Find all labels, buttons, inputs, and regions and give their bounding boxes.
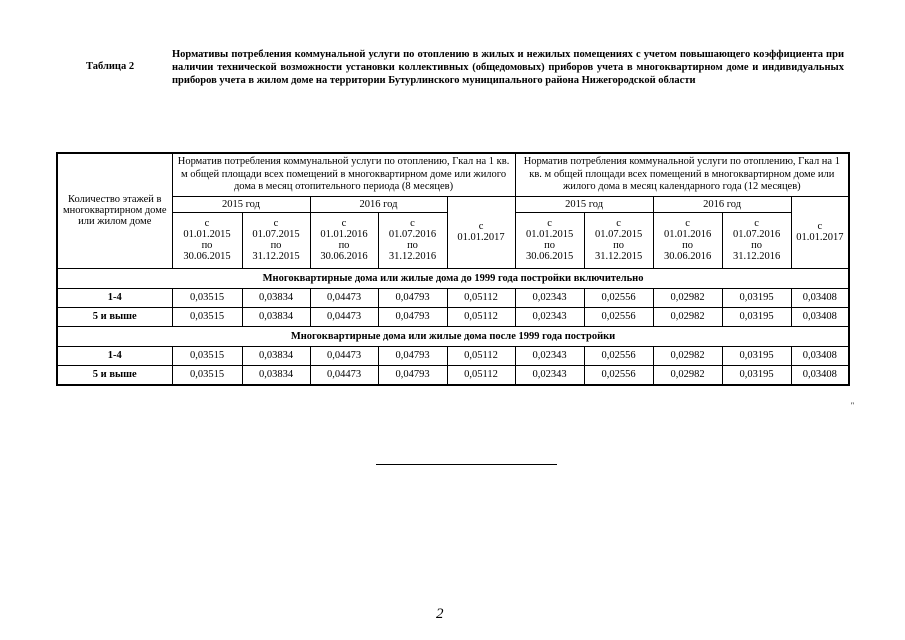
value-cell: 0,03515 xyxy=(172,365,242,385)
table-row xyxy=(57,346,849,365)
period-header-h1-2015-a xyxy=(172,212,242,268)
floors-label: 1-4 xyxy=(57,288,172,307)
value-cell: 0,02556 xyxy=(584,288,653,307)
period-to-date: 31.12.2016 xyxy=(732,251,781,262)
value-cell: 0,03515 xyxy=(172,288,242,307)
period-header-h1-2015-b xyxy=(515,212,584,268)
table-row xyxy=(57,288,849,307)
year-header-2016-a: 2016 год xyxy=(310,196,447,212)
value-cell: 0,02982 xyxy=(653,307,722,326)
value-cell: 0,05112 xyxy=(447,307,515,326)
group-header-8-months xyxy=(172,153,515,196)
value-cell: 0,03515 xyxy=(172,307,242,326)
period-from-date: 01.01.2016 xyxy=(320,229,368,240)
value-cell: 0,03834 xyxy=(242,346,310,365)
period-to-date: 31.12.2015 xyxy=(252,251,300,262)
row-header-text: Количество этажей в многоквартирном доме или жилом доме xyxy=(62,194,167,228)
value-cell: 0,04473 xyxy=(310,288,378,307)
value-cell: 0,04473 xyxy=(310,307,378,326)
value-cell: 0,02343 xyxy=(515,288,584,307)
period-to-date: 30.06.2015 xyxy=(183,251,231,262)
period-header-h2-2015-b xyxy=(584,212,653,268)
value-cell: 0,04793 xyxy=(378,288,447,307)
value-cell: 0,03834 xyxy=(242,365,310,385)
value-cell: 0,02556 xyxy=(584,346,653,365)
floors-label: 5 и выше xyxy=(57,307,172,326)
year-header-2015-a: 2015 год xyxy=(172,196,310,212)
period-header-h1-2016-b xyxy=(653,212,722,268)
period-from-word: с xyxy=(685,218,690,229)
period-from-word: с xyxy=(204,218,210,229)
group-header-12-months xyxy=(515,153,849,196)
period-to-word: по xyxy=(544,240,555,251)
value-cell: 0,02556 xyxy=(584,365,653,385)
value-cell: 0,02982 xyxy=(653,288,722,307)
period-from-date: 01.01.2015 xyxy=(525,229,574,240)
value-cell: 0,02982 xyxy=(653,365,722,385)
period-from-date: 01.07.2016 xyxy=(388,229,437,240)
value-cell: 0,04473 xyxy=(310,365,378,385)
table-row xyxy=(57,365,849,385)
value-cell: 0,03408 xyxy=(791,346,849,365)
value-cell: 0,04793 xyxy=(378,307,447,326)
period-to-word: по xyxy=(338,240,350,251)
year-header-2015-b: 2015 год xyxy=(515,196,653,212)
value-cell: 0,05112 xyxy=(447,346,515,365)
period-to-word: по xyxy=(751,240,762,251)
period-to-date: 30.06.2016 xyxy=(663,251,712,262)
value-cell: 0,03408 xyxy=(791,365,849,385)
period-to-word: по xyxy=(407,240,418,251)
period-to-date: 30.06.2016 xyxy=(320,251,368,262)
year-header-2016-b: 2016 год xyxy=(653,196,791,212)
value-cell: 0,03834 xyxy=(242,288,310,307)
period-from-word: с xyxy=(817,221,823,232)
page-number: 2 xyxy=(436,606,444,622)
period-to-word: по xyxy=(682,240,693,251)
period-from-date: 01.07.2015 xyxy=(252,229,300,240)
period-from-date: 01.07.2015 xyxy=(594,229,643,240)
value-cell: 0,03195 xyxy=(722,307,791,326)
stray-mark: '' xyxy=(851,401,854,410)
period-from-word: с xyxy=(478,221,484,232)
period-header-h2-2015-a xyxy=(242,212,310,268)
period-from-word: с xyxy=(341,218,347,229)
table-row xyxy=(57,307,849,326)
period-from-word: с xyxy=(273,218,279,229)
period-from-word: с xyxy=(410,218,415,229)
group-header-8-months-text: Норматив потребления коммунальной услуги по отоплению, Гкал на 1 кв. м общей площади всех помещений в многоквартирном доме или жилого дома в месяц отопительного периода (8 месяцев) xyxy=(177,156,510,192)
value-cell: 0,04793 xyxy=(378,346,447,365)
value-cell: 0,02343 xyxy=(515,365,584,385)
period-from-word: с xyxy=(616,218,621,229)
value-cell: 0,05112 xyxy=(447,288,515,307)
period-from-date: 01.01.2015 xyxy=(183,229,231,240)
period-to-word: по xyxy=(201,240,213,251)
period-to-date: 30.06.2015 xyxy=(525,251,574,262)
period-to-word: по xyxy=(613,240,624,251)
row-header-cell xyxy=(57,153,172,268)
value-cell: 0,03834 xyxy=(242,307,310,326)
period-header-h1-2016-a xyxy=(310,212,378,268)
value-cell: 0,03408 xyxy=(791,307,849,326)
value-cell: 0,03195 xyxy=(722,346,791,365)
period-header-2017-a xyxy=(447,196,515,268)
table-caption-title: Нормативы потребления коммунальной услуги по отоплению в жилых и нежилых помещениях с учетом повышающего коэффициента при наличии технической возможности установки коллективных (общедомовых) приборов учета в многоквартирном доме и индивидуальных приборов учета в жилом доме на территории Бутурлинского муниципального района Нижегородской области xyxy=(172,49,844,86)
period-from-date: 01.01.2017 xyxy=(796,232,844,243)
period-header-h2-2016-a xyxy=(378,212,447,268)
section-header-after-1999: Многоквартирные дома или жилые дома после 1999 года постройки xyxy=(57,326,849,346)
value-cell: 0,03515 xyxy=(172,346,242,365)
period-from-date: 01.01.2017 xyxy=(457,232,505,243)
period-header-h2-2016-b xyxy=(722,212,791,268)
section-header-before-1999: Многоквартирные дома или жилые дома до 1999 года постройки включительно xyxy=(57,268,849,288)
value-cell: 0,05112 xyxy=(447,365,515,385)
period-from-word: с xyxy=(754,218,759,229)
group-header-12-months-text: Норматив потребления коммунальной услуги по отоплению, Гкал на 1 кв. м общей площади всех помещений в многоквартирном доме или жилого дома в месяц календарного года (12 месяцев) xyxy=(523,156,840,192)
value-cell: 0,03408 xyxy=(791,288,849,307)
period-from-date: 01.01.2016 xyxy=(663,229,712,240)
floors-label: 1-4 xyxy=(57,346,172,365)
separator-line xyxy=(376,464,557,465)
value-cell: 0,02982 xyxy=(653,346,722,365)
period-header-2017-b xyxy=(791,196,849,268)
period-from-date: 01.07.2016 xyxy=(732,229,781,240)
value-cell: 0,02343 xyxy=(515,307,584,326)
period-to-word: по xyxy=(270,240,282,251)
heating-norms-table xyxy=(56,152,850,386)
floors-label: 5 и выше xyxy=(57,365,172,385)
value-cell: 0,02556 xyxy=(584,307,653,326)
period-from-word: с xyxy=(547,218,552,229)
value-cell: 0,04473 xyxy=(310,346,378,365)
period-to-date: 31.12.2016 xyxy=(388,251,437,262)
table-caption-label: Таблица 2 xyxy=(86,61,135,72)
value-cell: 0,02343 xyxy=(515,346,584,365)
value-cell: 0,03195 xyxy=(722,288,791,307)
value-cell: 0,03195 xyxy=(722,365,791,385)
period-to-date: 31.12.2015 xyxy=(594,251,643,262)
value-cell: 0,04793 xyxy=(378,365,447,385)
